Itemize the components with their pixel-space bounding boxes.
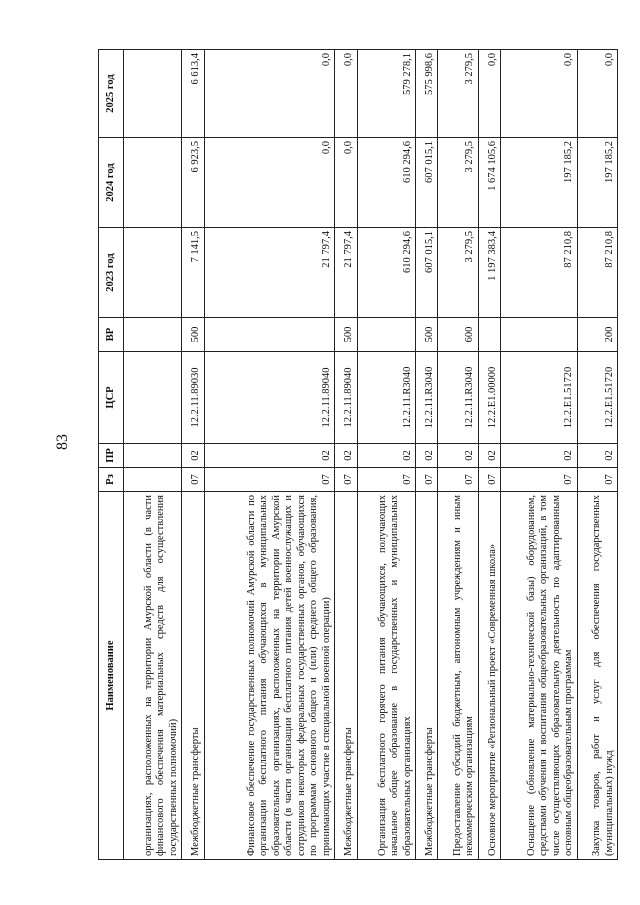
- table-row: [478, 50, 500, 860]
- col-header-2023: 2023 год: [99, 228, 124, 318]
- cell-y2023: 7 141,5: [182, 228, 204, 318]
- cell-vr: [204, 318, 335, 352]
- cell-vr: 600: [438, 318, 478, 352]
- cell-pr: 02: [182, 444, 204, 468]
- cell-pr: 02: [357, 444, 415, 468]
- cell-csr: 12.2.11.89030: [182, 352, 204, 444]
- cell-vr: 500: [416, 318, 438, 352]
- cell-rz: 07: [438, 468, 478, 492]
- cell-pr: 02: [577, 444, 617, 468]
- cell-csr: 12.2.E1.51720: [501, 352, 577, 444]
- col-header-vr: ВР: [99, 318, 124, 352]
- cell-vr: [501, 318, 577, 352]
- cell-vr: [124, 318, 182, 352]
- cell-y2025: 6 613,4: [182, 50, 204, 138]
- table-row: [357, 50, 415, 860]
- cell-pr: 02: [416, 444, 438, 468]
- cell-y2025: 575 998,6: [416, 50, 438, 138]
- cell-pr: 02: [204, 444, 335, 468]
- col-header-pr: ПР: [99, 444, 124, 468]
- cell-rz: 07: [357, 468, 415, 492]
- cell-csr: 12.2.11.R3040: [357, 352, 415, 444]
- cell-y2024: 197 185,2: [501, 138, 577, 228]
- cell-y2023: 87 210,8: [501, 228, 577, 318]
- cell-vr: 200: [577, 318, 617, 352]
- cell-csr: 12.2.E1.51720: [577, 352, 617, 444]
- cell-y2024: 0,0: [335, 138, 357, 228]
- cell-pr: [124, 444, 182, 468]
- cell-rz: 07: [501, 468, 577, 492]
- cell-csr: 12.2.11.R3040: [416, 352, 438, 444]
- cell-name: Организация бесплатного горячего питания обучающихся, получающих начальное общее образование в государственных и муниципальных образовательных организациях: [357, 492, 415, 860]
- cell-y2025: 579 278,1: [357, 50, 415, 138]
- table-row: [438, 50, 478, 860]
- cell-y2024: [124, 138, 182, 228]
- cell-rz: 07: [416, 468, 438, 492]
- table-row: [124, 50, 182, 860]
- cell-y2023: [124, 228, 182, 318]
- cell-rz: [124, 468, 182, 492]
- cell-vr: [357, 318, 415, 352]
- table-row: [182, 50, 204, 860]
- cell-y2025: 0,0: [501, 50, 577, 138]
- cell-y2024: 0,0: [204, 138, 335, 228]
- cell-name: Межбюджетные трансферты: [416, 492, 438, 860]
- cell-rz: 07: [478, 468, 500, 492]
- cell-y2025: 0,0: [335, 50, 357, 138]
- cell-pr: 02: [438, 444, 478, 468]
- table-row: [204, 50, 335, 860]
- table-row: [335, 50, 357, 860]
- cell-name: организациях, расположенных на территории Амурской области (в части финансового обеспечения материальных средств для осуществления государственных полномочий): [124, 492, 182, 860]
- col-header-rz: Рз: [99, 468, 124, 492]
- col-header-csr: ЦСР: [99, 352, 124, 444]
- cell-y2025: 3 279,5: [438, 50, 478, 138]
- col-header-2025: 2025 год: [99, 50, 124, 138]
- cell-rz: 07: [182, 468, 204, 492]
- table-row: [577, 50, 617, 860]
- cell-csr: 12.2.11.R3040: [438, 352, 478, 444]
- cell-y2024: 610 294,6: [357, 138, 415, 228]
- cell-csr: [124, 352, 182, 444]
- cell-name: Предоставление субсидий бюджетным, автономным учреждениям и иным некоммерческим организациям: [438, 492, 478, 860]
- cell-y2023: 1 197 383,4: [478, 228, 500, 318]
- page-number: 83: [54, 434, 71, 450]
- table-row: [501, 50, 577, 860]
- cell-y2023: 21 797,4: [204, 228, 335, 318]
- cell-name: Закупка товаров, работ и услуг для обеспечения государственных (муниципальных) нужд: [577, 492, 617, 860]
- cell-name: Межбюджетные трансферты: [335, 492, 357, 860]
- cell-rz: 07: [335, 468, 357, 492]
- cell-csr: 12.2.E1.00000: [478, 352, 500, 444]
- cell-csr: 12.2.11.89040: [335, 352, 357, 444]
- cell-y2024: 3 279,5: [438, 138, 478, 228]
- cell-rz: 07: [577, 468, 617, 492]
- cell-y2023: 607 015,1: [416, 228, 438, 318]
- cell-y2025: 0,0: [478, 50, 500, 138]
- cell-vr: 500: [335, 318, 357, 352]
- cell-y2024: 607 015,1: [416, 138, 438, 228]
- cell-vr: [478, 318, 500, 352]
- cell-pr: 02: [335, 444, 357, 468]
- cell-y2025: 0,0: [577, 50, 617, 138]
- cell-pr: 02: [501, 444, 577, 468]
- cell-y2023: 3 279,5: [438, 228, 478, 318]
- cell-y2024: 1 674 105,6: [478, 138, 500, 228]
- cell-name: Финансовое обеспечение государственных полномочий Амурской области по организации бесплатного питания обучающихся в муниципальных образовательных организациях, расположенных на территории Амурской области (в части организации бесплатного питания детей военнослужащих и сотрудников некоторых федеральных государственных органов, обучающихся по программам основного общего и (или) среднего общего образования, принимающих участие в специальной военной операции): [204, 492, 335, 860]
- cell-rz: 07: [204, 468, 335, 492]
- cell-pr: 02: [478, 444, 500, 468]
- cell-name: Основное мероприятие «Региональный проект «Современная школа»: [478, 492, 500, 860]
- cell-y2025: 0,0: [204, 50, 335, 138]
- cell-y2024: 197 185,2: [577, 138, 617, 228]
- cell-y2025: [124, 50, 182, 138]
- table-header-row: [99, 50, 124, 860]
- cell-y2023: 87 210,8: [577, 228, 617, 318]
- cell-name: Оснащение (обновление материально-технической базы) оборудованием, средствами обучения и воспитания общеобразовательных организаций, в том числе осуществляющих образовательную деятельность по адаптированным основным общеобразовательным программам: [501, 492, 577, 860]
- cell-y2024: 6 923,5: [182, 138, 204, 228]
- cell-y2023: 610 294,6: [357, 228, 415, 318]
- table-row: [416, 50, 438, 860]
- col-header-name: Наименование: [99, 492, 124, 860]
- cell-y2023: 21 797,4: [335, 228, 357, 318]
- col-header-2024: 2024 год: [99, 138, 124, 228]
- cell-vr: 500: [182, 318, 204, 352]
- cell-csr: 12.2.11.89040: [204, 352, 335, 444]
- cell-name: Межбюджетные трансферты: [182, 492, 204, 860]
- budget-table-rotated: [98, 50, 618, 860]
- table-body: [124, 50, 618, 860]
- budget-table: [98, 49, 618, 860]
